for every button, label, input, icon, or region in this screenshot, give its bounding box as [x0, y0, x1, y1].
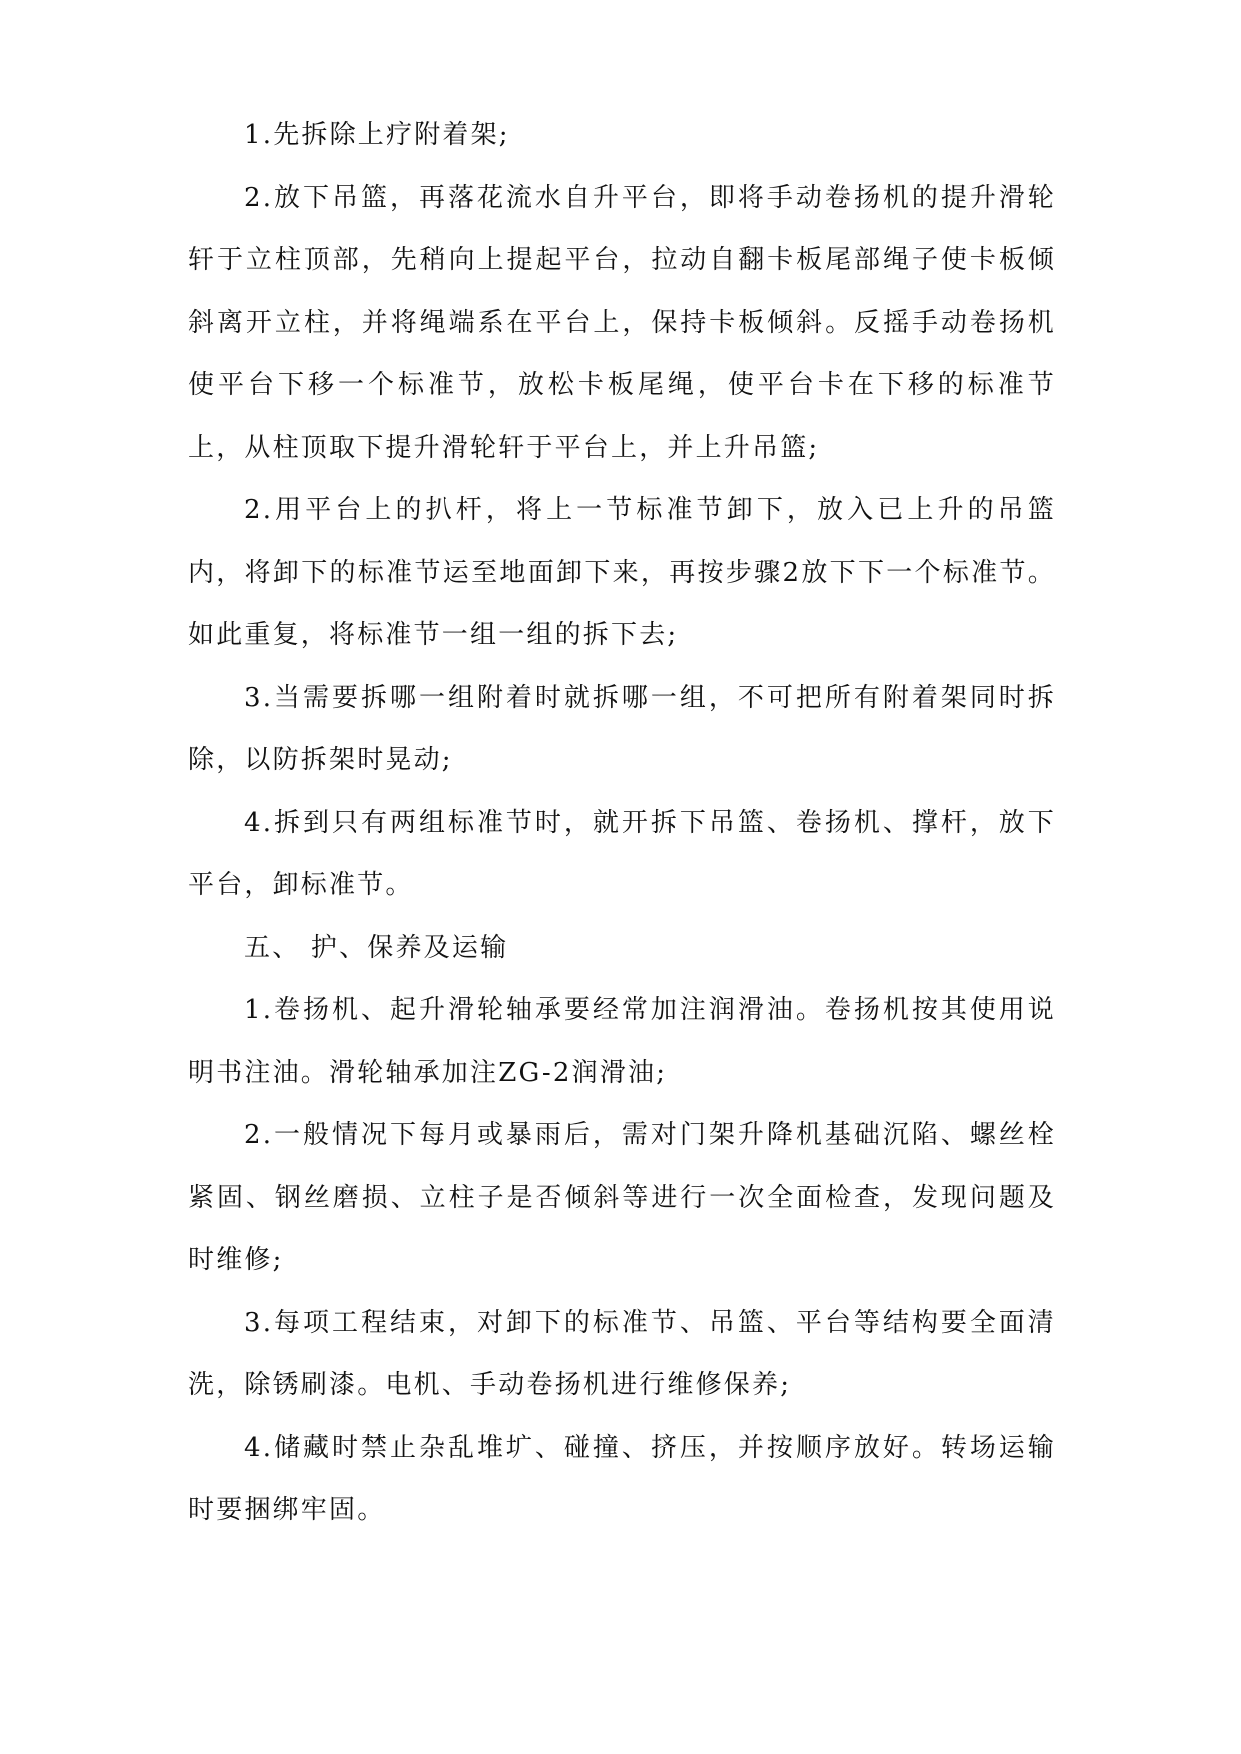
- step-remove-standard-sections: 2.用平台上的扒杆，将上一节标准节卸下，放入已上升的吊篮内，将卸下的标准节运至地面卸下来，再按步骤2放下下一个标准节。如此重复，将标准节一组一组的拆下去;: [188, 495, 1056, 650]
- step-remove-attachment-groups: 3.当需要拆哪一组附着时就拆哪一组，不可把所有附着架同时拆除，以防拆架时晃动;: [188, 682, 1056, 775]
- step-lower-basket-platform: 2.放下吊篮，再落花流水自升平台，即将手动卷扬机的提升滑轮轩于立柱顶部，先稍向上提起平台，拉动自翻卡板尾部绳子使卡板倾斜离开立柱，并将绳端系在平台上，保持卡板倾斜。反摇手动卷扬机使平台下移一个标准节，放松卡板尾绳，使平台卡在下移的标准节上，从柱顶取下提升滑轮轩于平台上，并上升吊篮;: [188, 182, 1056, 463]
- document-body: [188, 104, 1056, 1542]
- step-remove-attachment: 1.先拆除上疗附着架;: [244, 120, 510, 150]
- maintenance-storage-transport: 4.储藏时禁止杂乱堆圹、碰撞、挤压，并按顺序放好。转场运输时要捆绑牢固。: [188, 1432, 1056, 1525]
- maintenance-cleaning: 3.每项工程结束，对卸下的标准节、吊篮、平台等结构要全面清洗，除锈刷漆。电机、手动卷扬机进行维修保养;: [188, 1307, 1056, 1400]
- section-heading-maintenance: 五、 护、保养及运输: [244, 932, 509, 963]
- step-final-disassembly: 4.拆到只有两组标准节时，就开拆下吊篮、卷扬机、撑杆，放下平台，卸标准节。: [188, 807, 1056, 900]
- maintenance-lubrication: 1.卷扬机、起升滑轮轴承要经常加注润滑油。卷扬机按其使用说明书注油。滑轮轴承加注ZG-2润滑油;: [188, 995, 1056, 1088]
- maintenance-inspection: 2.一般情况下每月或暴雨后，需对门架升降机基础沉陷、螺丝栓紧固、钢丝磨损、立柱子是否倾斜等进行一次全面检查，发现问题及时维修;: [188, 1120, 1056, 1275]
